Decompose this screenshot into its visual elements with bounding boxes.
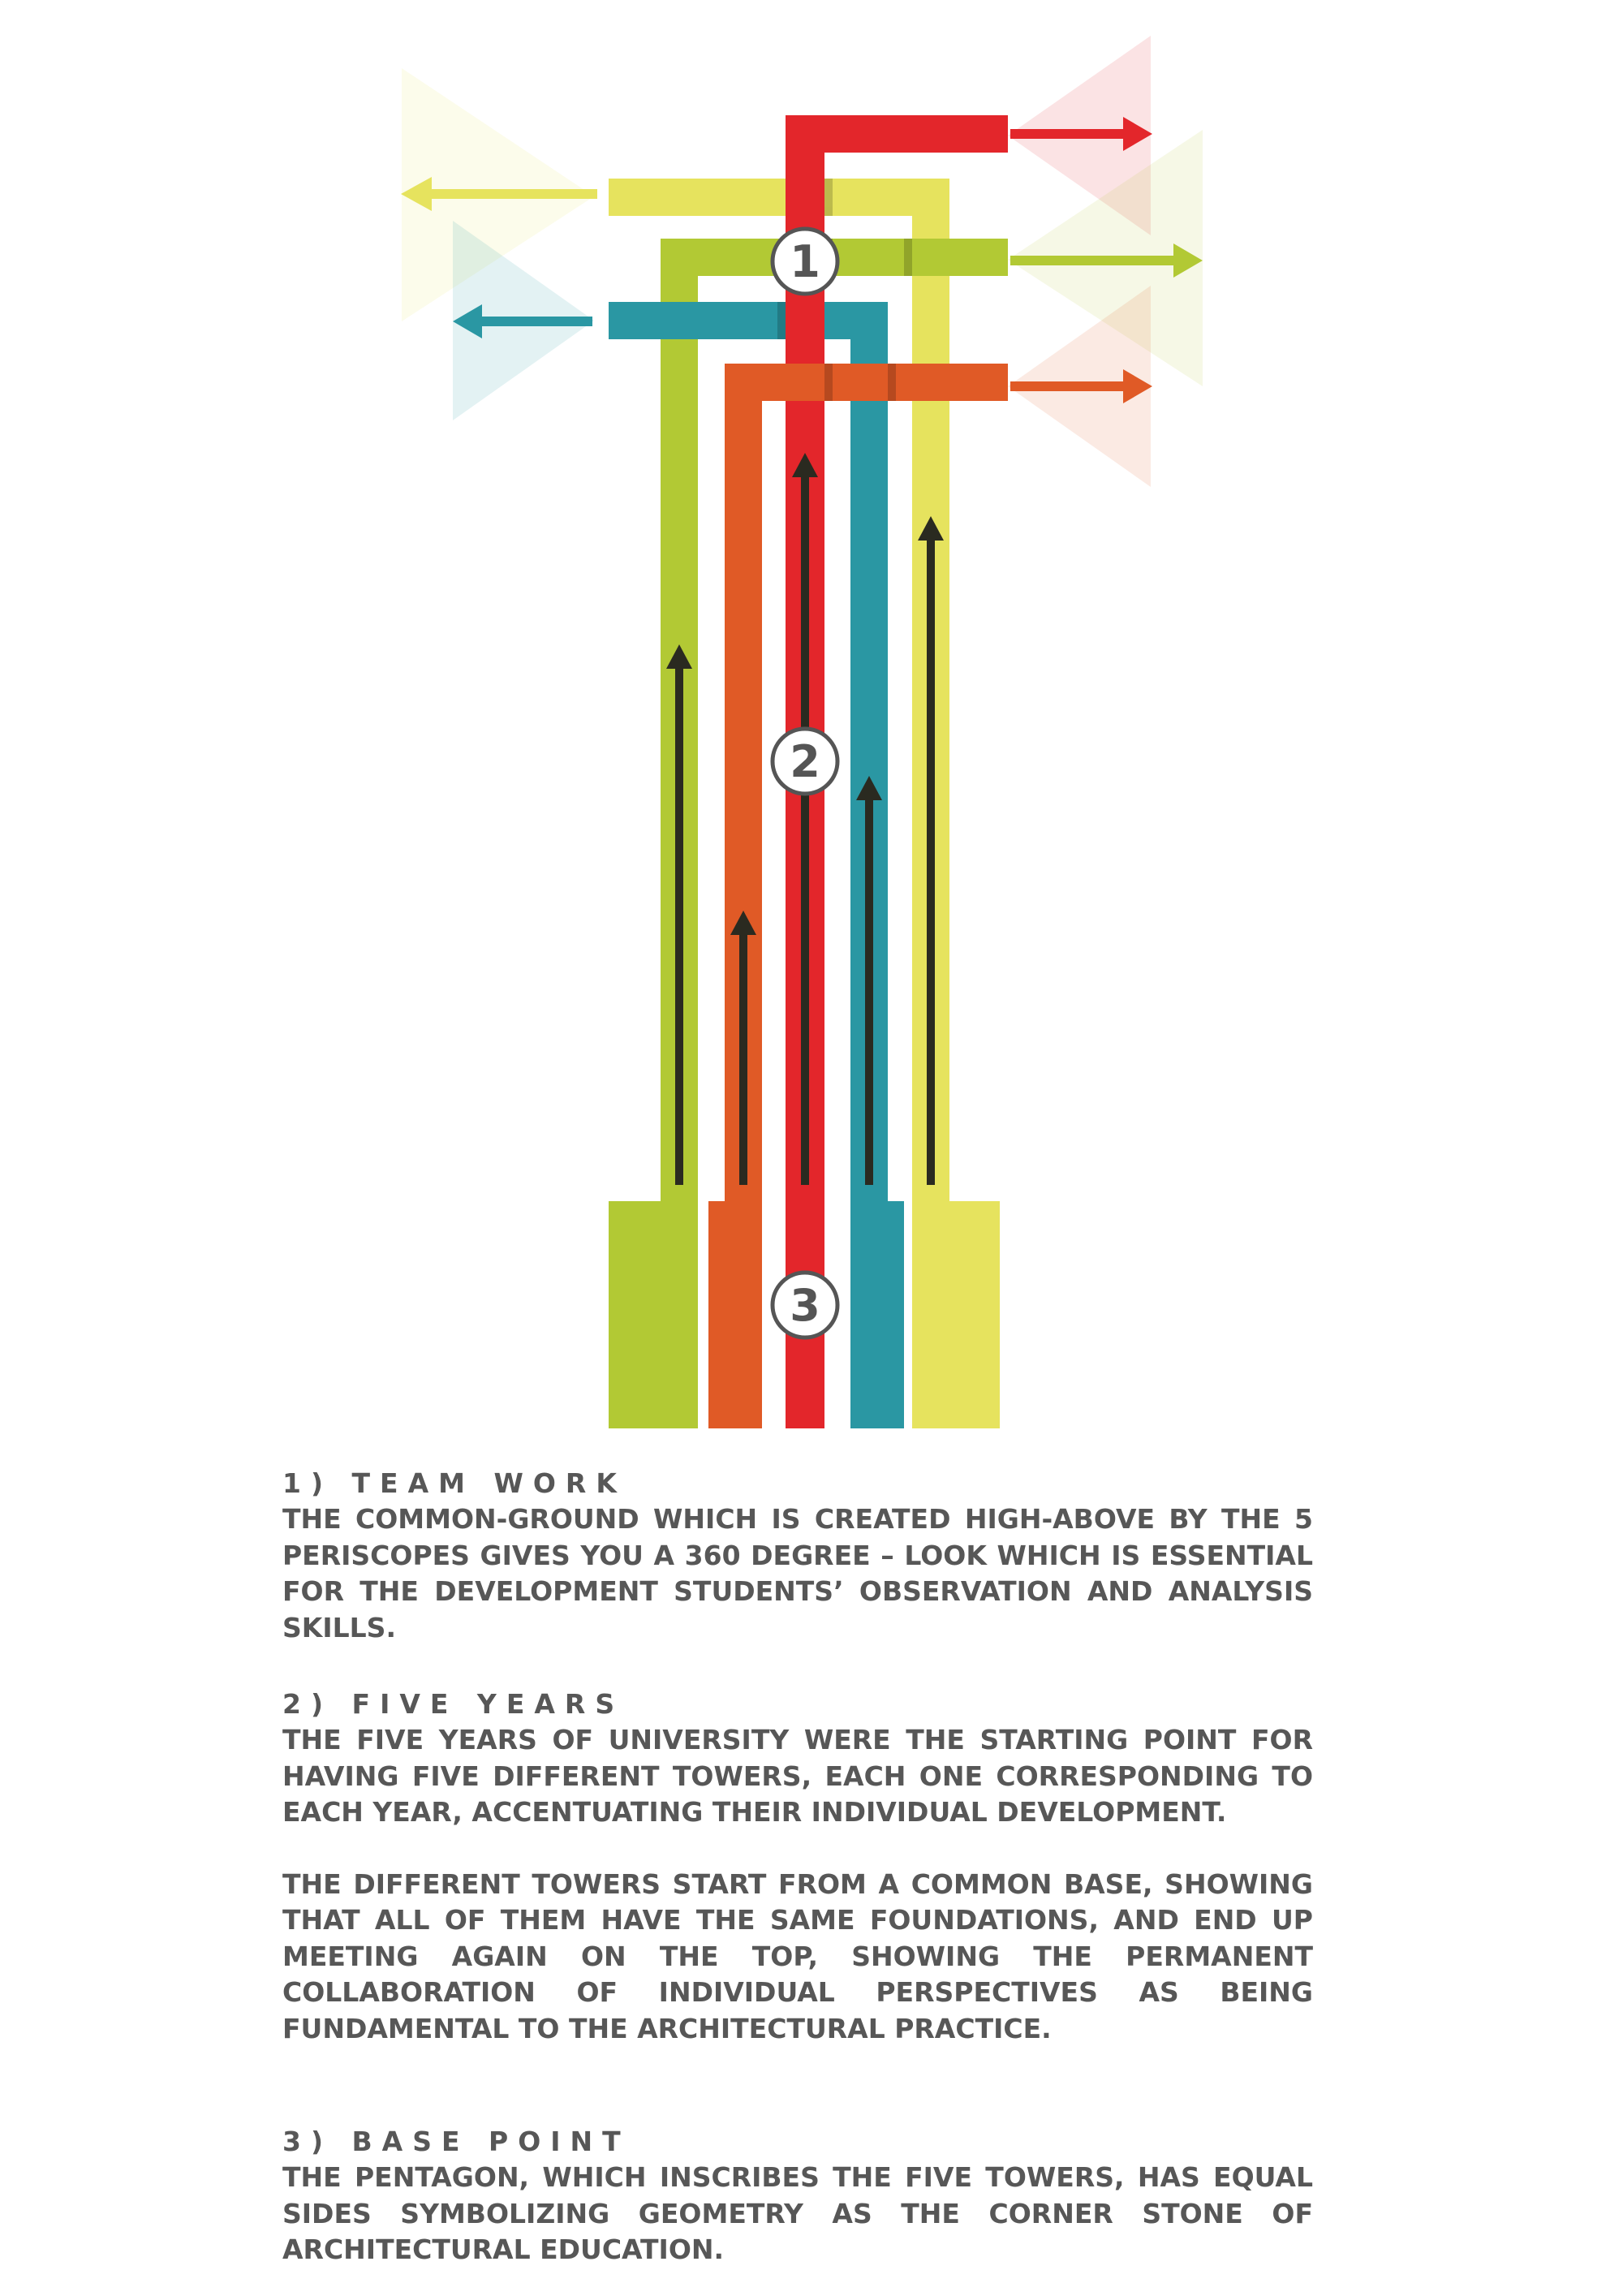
badge-1-label: 1	[790, 236, 820, 287]
section-team-work-body: THE COMMON-GROUND WHICH IS CREATED HIGH-ABOVE BY THE 5 PERISCOPES GIVES YOU A 360 DEGREE – LOOK WHICH IS ESSENTIAL FOR THE DEVELOPMENT STUDENTS’ OBSERVATION AND ANALYSIS SKILLS.	[282, 1503, 1313, 1643]
section-five-years-body-2: THE DIFFERENT TOWERS START FROM A COMMON BASE, SHOWING THAT ALL OF THEM HAVE THE SAME FOUNDATIONS, AND END UP MEETING AGAIN ON THE TOP, SHOWING THE PERMANENT COLLABORATION OF INDIVIDUAL PERSPECTIVES AS BEING FUNDAMENTAL TO THE ARCHITECTURAL PRACTICE.	[282, 1867, 1313, 2044]
section-five-years-heading: 2) FIVE YEARS	[282, 1688, 625, 1720]
section-five-years-body: THE FIVE YEARS OF UNIVERSITY WERE THE STARTING POINT FOR HAVING FIVE DIFFERENT TOWERS, EACH ONE CORRESPONDING TO EACH YEAR, ACCENTUATING THEIR INDIVIDUAL DEVELOPMENT.	[282, 1724, 1313, 1828]
badge-3-label: 3	[790, 1280, 820, 1331]
section-team-work-heading: 1) TEAM WORK	[282, 1467, 626, 1499]
badge-2	[773, 729, 837, 794]
base-yellow	[912, 1201, 1000, 1428]
base-teal	[850, 1201, 904, 1428]
section-five-years	[282, 1686, 1313, 2047]
section-base-point-heading: 3) BASE POINT	[282, 2126, 631, 2157]
badge-3	[773, 1273, 837, 1338]
badge-2-label: 2	[790, 736, 820, 787]
badge-1	[773, 229, 837, 294]
section-base-point-body: THE PENTAGON, WHICH INSCRIBES THE FIVE TOWERS, HAS EQUAL SIDES SYMBOLIZING GEOMETRY AS THE CORNER STONE OF ARCHITECTURAL EDUCATION.	[282, 2161, 1313, 2265]
base-lime	[609, 1201, 698, 1428]
section-team-work	[282, 1466, 1313, 1646]
shaft-arrows	[666, 453, 944, 1185]
section-base-point	[282, 2124, 1313, 2268]
base-orange	[708, 1201, 762, 1428]
